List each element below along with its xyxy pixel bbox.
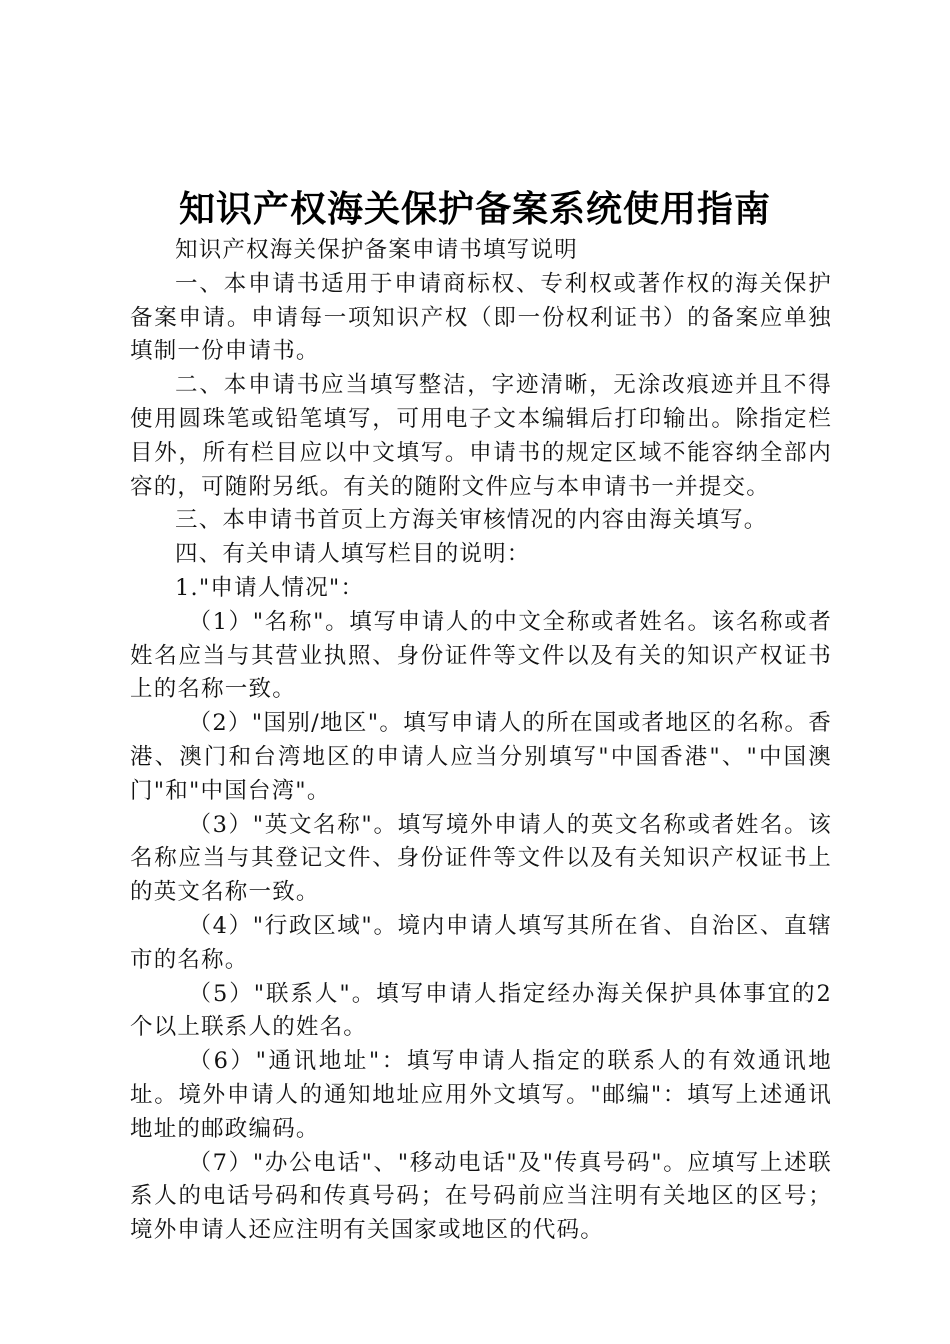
paragraph-5: 1."申请人情况"： bbox=[175, 574, 365, 601]
paragraph-2: 二、本申请书应当填写整洁，字迹清晰，无涂改痕迹并且不得使用圆珠笔或铅笔填写，可用电子文本编辑后打印输出。除指定栏目外，所有栏目应以中文填写。申请书的规定区域不能容纳全部内容的，可随附另纸。有关的随附文件应与本申请书一并提交。 bbox=[130, 372, 832, 500]
item-english-name: （3）"英文名称"。填写境外申请人的英文名称或者姓名。该名称应当与其登记文件、身份证件等文件以及有关知识产权证书上的英文名称一致。 bbox=[130, 811, 832, 906]
item-region: （4）"行政区域"。境内申请人填写其所在省、自治区、直辖市的名称。 bbox=[130, 912, 832, 973]
item-address: （6）"通讯地址"：填写申请人指定的联系人的有效通讯地址。境外申请人的通知地址应用外文填写。"邮编"：填写上述通讯地址的邮政编码。 bbox=[130, 1048, 832, 1142]
item-country: （2）"国别/地区"。填写申请人的所在国或者地区的名称。香港、澳门和台湾地区的申请人应当分别填写"中国香港"、"中国澳门"和"中国台湾"。 bbox=[130, 710, 832, 804]
paragraph-3: 三、本申请书首页上方海关审核情况的内容由海关填写。 bbox=[175, 507, 768, 534]
paragraph-1: 一、本申请书适用于申请商标权、专利权或著作权的海关保护备案申请。申请每一项知识产权（即一份权利证书）的备案应单独填制一份申请书。 bbox=[130, 270, 832, 365]
document-subtitle: 知识产权海关保护备案申请书填写说明 bbox=[175, 237, 578, 263]
document-title: 知识产权海关保护备案系统使用指南 bbox=[178, 188, 771, 230]
item-phone: （7）"办公电话"、"移动电话"及"传真号码"。应填写上述联系人的电话号码和传真号码；在号码前应当注明有关地区的区号；境外申请人还应注明有关国家或地区的代码。 bbox=[130, 1149, 832, 1244]
document-body bbox=[130, 234, 832, 1248]
item-name: （1）"名称"。填写申请人的中文全称或者姓名。该名称或者姓名应当与其营业执照、身份证件等文件以及有关的知识产权证书上的名称一致。 bbox=[130, 608, 832, 703]
item-contact: （5）"联系人"。填写申请人指定经办海关保护具体事宜的2个以上联系人的姓名。 bbox=[130, 980, 832, 1041]
paragraph-4: 四、有关申请人填写栏目的说明： bbox=[175, 541, 531, 568]
